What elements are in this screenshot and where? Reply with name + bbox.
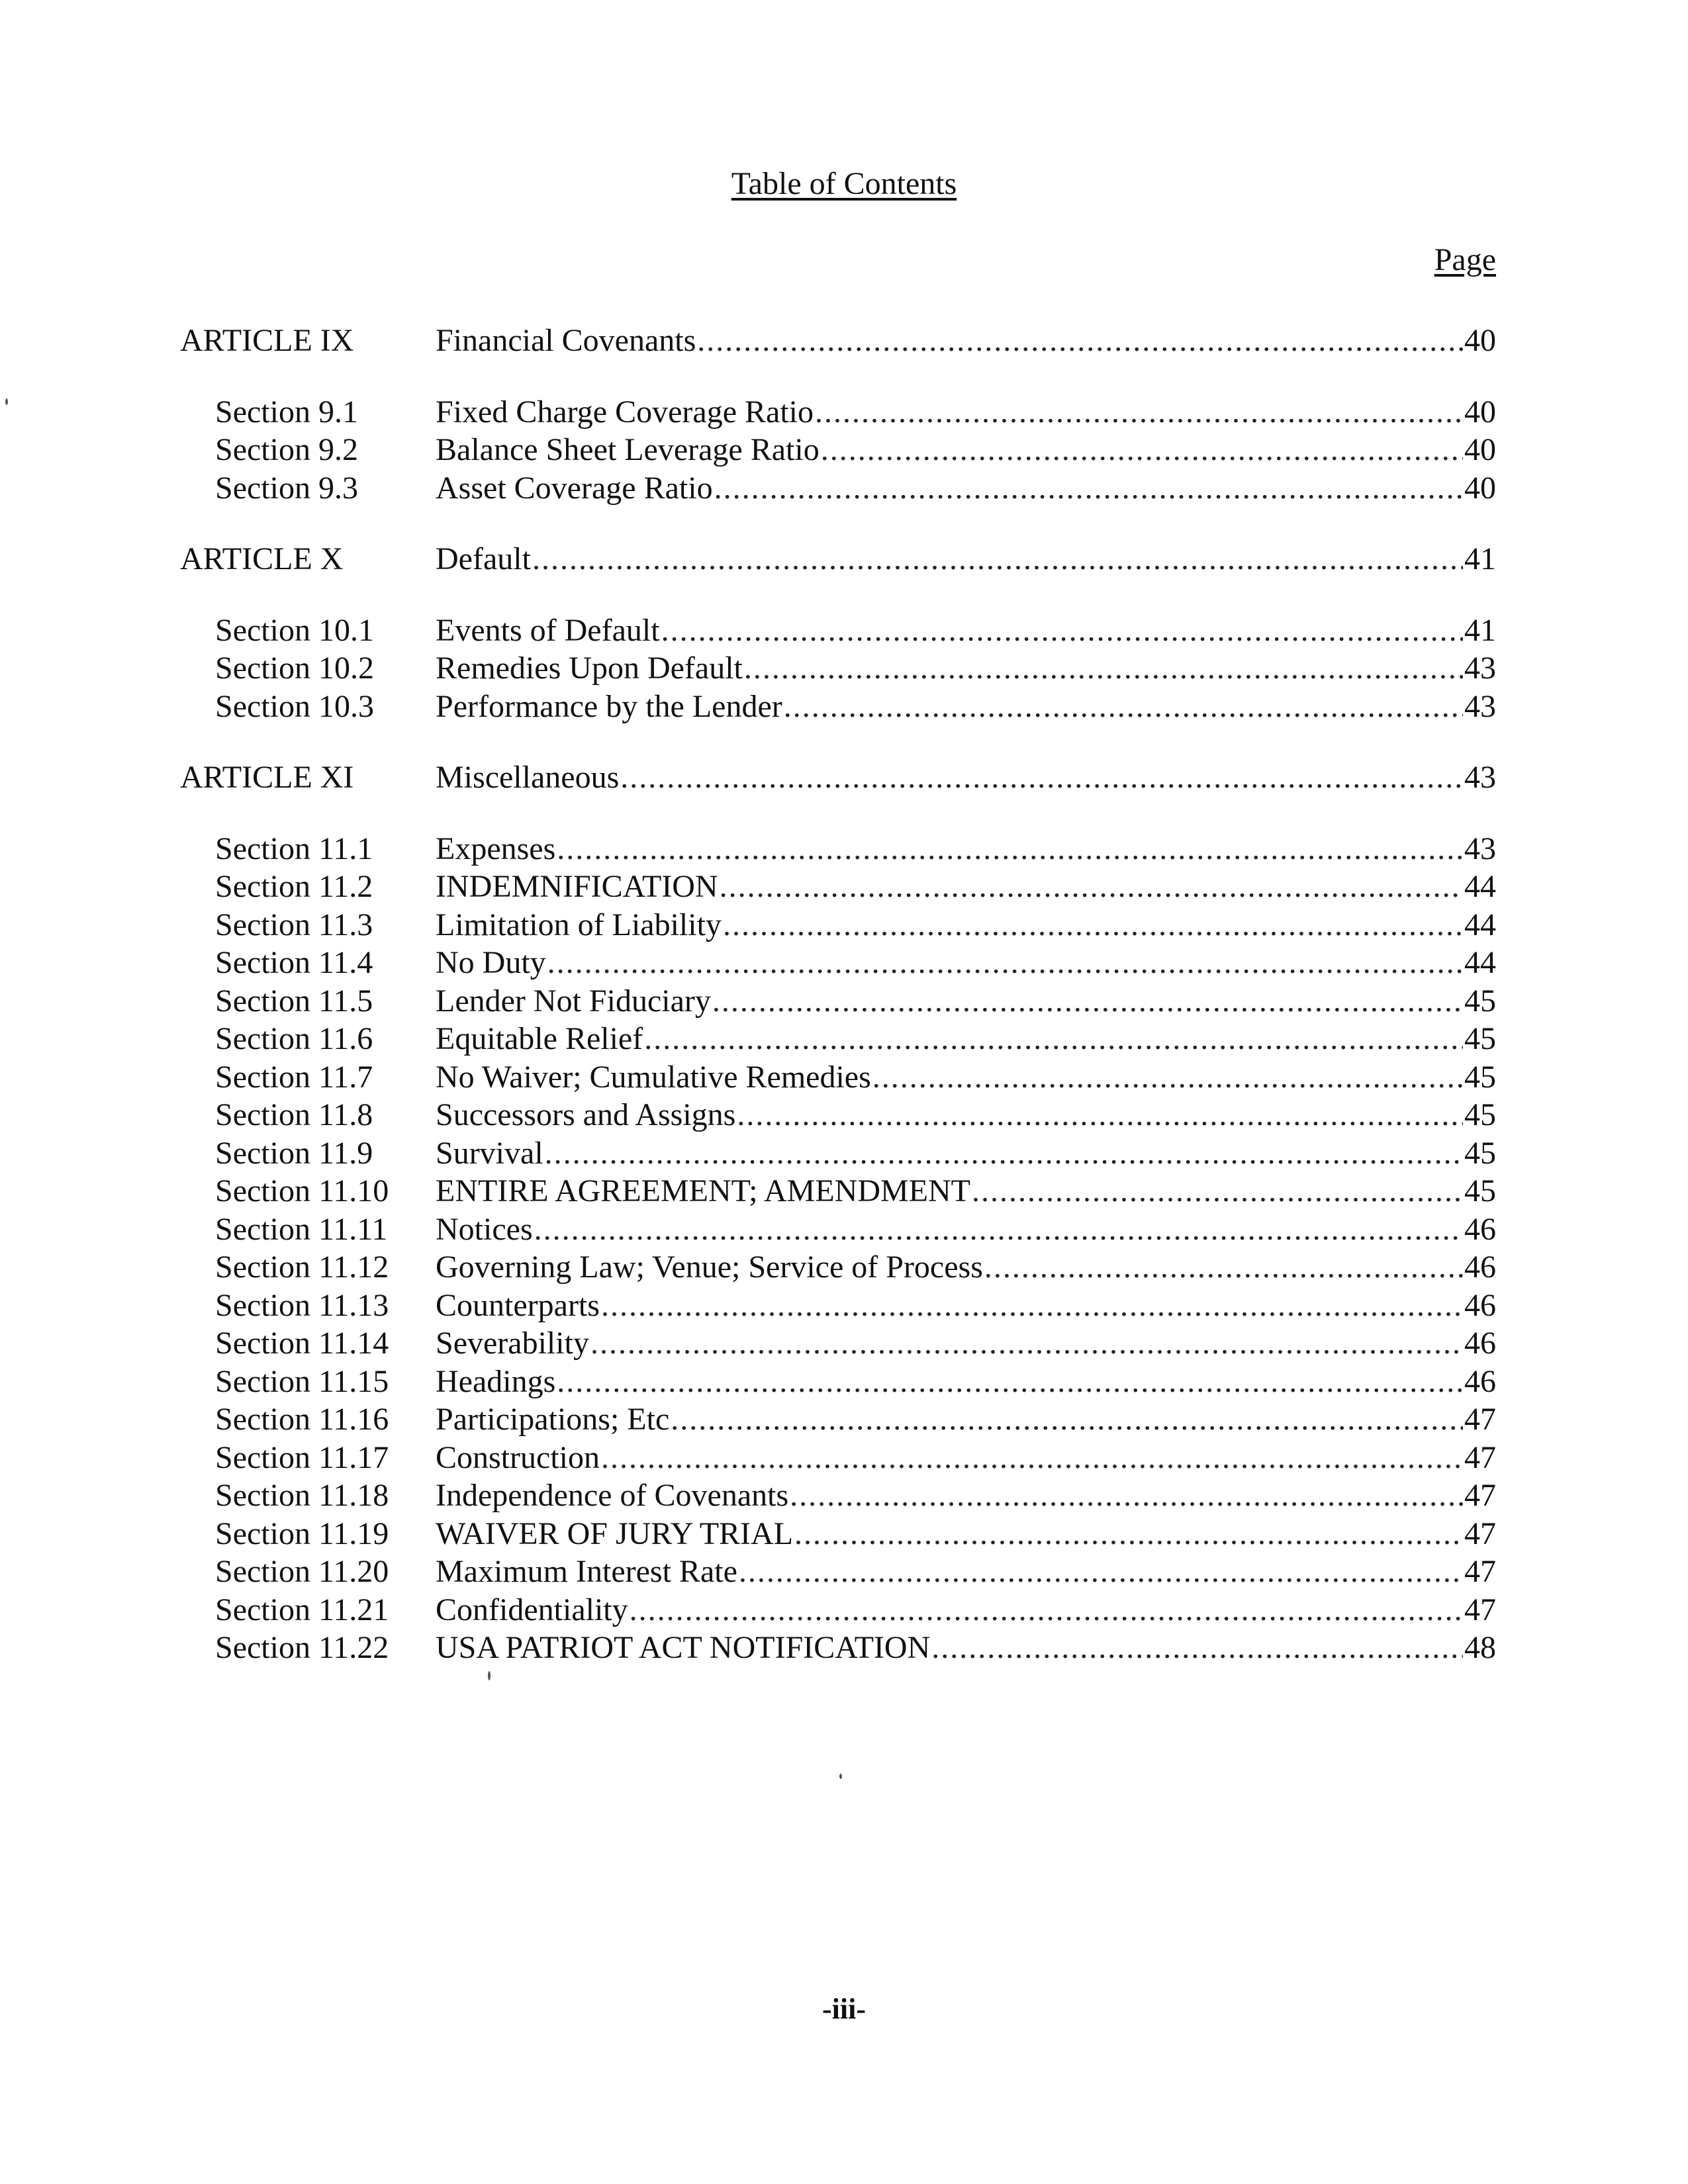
toc-entry-ref: Section 11.13 bbox=[215, 1287, 389, 1323]
toc-entry-ref: ARTICLE X bbox=[180, 541, 344, 576]
toc-entry-page: 47 bbox=[1464, 1516, 1496, 1551]
dot-leader bbox=[661, 612, 1463, 650]
dot-leader bbox=[723, 906, 1463, 944]
toc-entry-title: WAIVER OF JURY TRIAL bbox=[436, 1516, 794, 1551]
dot-leader bbox=[931, 1629, 1463, 1667]
toc-section-row bbox=[0, 649, 1688, 688]
toc-entry-title: Independence of Covenants bbox=[436, 1478, 789, 1513]
toc-entry-title: Remedies Upon Default bbox=[436, 651, 743, 686]
toc-section-row bbox=[0, 1477, 1688, 1515]
dot-leader bbox=[790, 1477, 1463, 1515]
toc-entry-page: 45 bbox=[1464, 1173, 1496, 1208]
toc-entry-title: Notices bbox=[436, 1211, 533, 1247]
toc-entry-title: No Duty bbox=[436, 945, 546, 980]
toc-entry-line bbox=[436, 1591, 1496, 1629]
toc-entry-ref: Section 11.19 bbox=[215, 1516, 389, 1551]
toc-entry-page: 44 bbox=[1464, 869, 1496, 904]
toc-entry-title: Confidentiality bbox=[436, 1592, 628, 1627]
toc-entry-page: 43 bbox=[1464, 831, 1496, 866]
toc-section-row bbox=[0, 868, 1688, 906]
dot-leader bbox=[794, 1515, 1463, 1553]
toc-entry-ref: Section 11.3 bbox=[215, 907, 373, 942]
dot-leader bbox=[720, 868, 1463, 906]
toc-entry-line bbox=[436, 1172, 1496, 1210]
toc-entry-title: Balance Sheet Leverage Ratio bbox=[436, 432, 820, 467]
dot-leader bbox=[557, 1363, 1463, 1401]
toc-section-row bbox=[0, 1134, 1688, 1173]
toc-section-row bbox=[0, 688, 1688, 726]
toc-entry-title: Construction bbox=[436, 1439, 600, 1475]
toc-entry-line bbox=[436, 322, 1496, 360]
toc-entry-line bbox=[436, 1248, 1496, 1287]
toc-entry-line bbox=[436, 612, 1496, 650]
toc-section-row bbox=[0, 1248, 1688, 1287]
toc-entry-line bbox=[436, 1629, 1496, 1667]
toc-entry-ref: Section 11.18 bbox=[215, 1478, 389, 1513]
toc-entry-line bbox=[436, 1020, 1496, 1058]
toc-entry-title: ENTIRE AGREEMENT; AMENDMENT bbox=[436, 1173, 970, 1208]
document-title: Table of Contents bbox=[731, 166, 957, 201]
dot-leader bbox=[630, 1591, 1463, 1629]
toc-section-row bbox=[0, 1553, 1688, 1591]
toc-entry-ref: ARTICLE XI bbox=[180, 760, 354, 795]
toc-entry-title: Maximum Interest Rate bbox=[436, 1554, 737, 1589]
toc-section-row bbox=[0, 982, 1688, 1021]
toc-entry-ref: Section 9.1 bbox=[215, 394, 358, 430]
toc-entry-title: Default bbox=[436, 541, 531, 576]
toc-entry-title: Participations; Etc bbox=[436, 1402, 670, 1437]
toc-entry-ref: Section 11.5 bbox=[215, 983, 373, 1019]
toc-entry-line bbox=[436, 1439, 1496, 1477]
toc-entry-ref: Section 11.10 bbox=[215, 1173, 389, 1208]
toc-entry-line bbox=[436, 758, 1496, 797]
dot-leader bbox=[644, 1020, 1463, 1058]
toc-entry-line bbox=[436, 1515, 1496, 1553]
scan-speck bbox=[488, 1671, 491, 1680]
toc-entry-ref: Section 10.2 bbox=[215, 651, 374, 686]
toc-entry-line bbox=[436, 1058, 1496, 1097]
toc-entry-title: Performance by the Lender bbox=[436, 688, 782, 724]
toc-entry-line bbox=[436, 393, 1496, 432]
toc-entry-line bbox=[436, 982, 1496, 1021]
toc-entry-title: Severability bbox=[436, 1326, 589, 1361]
toc-entry-page: 46 bbox=[1464, 1326, 1496, 1361]
toc-section-row bbox=[0, 612, 1688, 650]
toc-entry-ref: Section 11.14 bbox=[215, 1326, 389, 1361]
toc-entry-page: 44 bbox=[1464, 907, 1496, 942]
toc-article-row bbox=[0, 322, 1688, 360]
toc-entry-title: Counterparts bbox=[436, 1287, 600, 1323]
toc-entry-ref: Section 11.21 bbox=[215, 1592, 389, 1627]
toc-section-row bbox=[0, 1400, 1688, 1439]
dot-leader bbox=[545, 1134, 1463, 1173]
toc-entry-page: 43 bbox=[1464, 688, 1496, 724]
toc-entry-ref: Section 11.6 bbox=[215, 1021, 373, 1056]
toc-entry-page: 41 bbox=[1464, 541, 1496, 576]
scan-speck bbox=[5, 398, 8, 405]
toc-section-row bbox=[0, 1324, 1688, 1363]
toc-entry-ref: Section 11.2 bbox=[215, 869, 373, 904]
toc-entry-page: 45 bbox=[1464, 1135, 1496, 1171]
toc-entry-title: Fixed Charge Coverage Ratio bbox=[436, 394, 814, 430]
toc-entry-page: 47 bbox=[1464, 1592, 1496, 1627]
toc-entry-line bbox=[436, 1477, 1496, 1515]
toc-entry-page: 47 bbox=[1464, 1554, 1496, 1589]
dot-leader bbox=[547, 944, 1463, 982]
dot-leader bbox=[872, 1058, 1463, 1097]
dot-leader bbox=[984, 1248, 1463, 1287]
toc-entry-page: 45 bbox=[1464, 1059, 1496, 1095]
toc-entry-page: 40 bbox=[1464, 323, 1496, 358]
toc-section-row bbox=[0, 1020, 1688, 1058]
toc-entry-page: 40 bbox=[1464, 432, 1496, 467]
toc-entry-page: 43 bbox=[1464, 651, 1496, 686]
toc-entry-page: 40 bbox=[1464, 470, 1496, 506]
toc-article-row bbox=[0, 758, 1688, 797]
toc-entry-title: Equitable Relief bbox=[436, 1021, 643, 1056]
toc-section-row bbox=[0, 1172, 1688, 1210]
toc-section-row bbox=[0, 1629, 1688, 1667]
toc-entry-ref: Section 11.11 bbox=[215, 1211, 388, 1247]
toc-entry-line bbox=[436, 688, 1496, 726]
toc-entry-line bbox=[436, 868, 1496, 906]
toc-article-row bbox=[0, 540, 1688, 578]
toc-entry-page: 45 bbox=[1464, 983, 1496, 1019]
dot-leader bbox=[744, 649, 1463, 688]
toc-entry-ref: Section 11.15 bbox=[215, 1363, 389, 1399]
page-column-header: Page bbox=[1434, 242, 1496, 277]
toc-entry-page: 46 bbox=[1464, 1287, 1496, 1323]
toc-entry-line bbox=[436, 1134, 1496, 1173]
dot-leader bbox=[739, 1553, 1463, 1591]
toc-entry-line bbox=[436, 1210, 1496, 1249]
toc-entry-title: Survival bbox=[436, 1135, 543, 1171]
toc-entry-ref: Section 11.12 bbox=[215, 1250, 389, 1285]
toc-entry-title: Successors and Assigns bbox=[436, 1097, 736, 1132]
toc-entry-line bbox=[436, 1400, 1496, 1439]
toc-entry-title: Governing Law; Venue; Service of Process bbox=[436, 1250, 983, 1285]
toc-entry-line bbox=[436, 1287, 1496, 1325]
toc-entry-ref: Section 10.3 bbox=[215, 688, 374, 724]
toc-entry-ref: Section 11.7 bbox=[215, 1059, 373, 1095]
toc-section-row bbox=[0, 1591, 1688, 1629]
dot-leader bbox=[557, 830, 1463, 868]
dot-leader bbox=[590, 1324, 1463, 1363]
toc-entry-page: 44 bbox=[1464, 945, 1496, 980]
toc-entry-ref: Section 11.4 bbox=[215, 945, 373, 980]
table-of-contents bbox=[0, 322, 1688, 1667]
toc-section-row bbox=[0, 830, 1688, 868]
toc-entry-ref: Section 11.22 bbox=[215, 1630, 389, 1665]
toc-entry-page: 45 bbox=[1464, 1097, 1496, 1132]
toc-section-row bbox=[0, 393, 1688, 432]
dot-leader bbox=[712, 982, 1463, 1021]
toc-entry-title: Expenses bbox=[436, 831, 556, 866]
toc-entry-line bbox=[436, 1363, 1496, 1401]
toc-entry-page: 46 bbox=[1464, 1211, 1496, 1247]
scan-speck bbox=[839, 1774, 842, 1779]
toc-entry-page: 45 bbox=[1464, 1021, 1496, 1056]
toc-entry-ref: Section 11.17 bbox=[215, 1439, 389, 1475]
toc-entry-title: Headings bbox=[436, 1363, 556, 1399]
toc-entry-title: Miscellaneous bbox=[436, 760, 620, 795]
toc-entry-ref: Section 9.2 bbox=[215, 432, 358, 467]
toc-entry-page: 43 bbox=[1464, 760, 1496, 795]
toc-section-row bbox=[0, 469, 1688, 508]
dot-leader bbox=[601, 1439, 1463, 1477]
dot-leader bbox=[821, 431, 1463, 469]
toc-entry-ref: Section 11.9 bbox=[215, 1135, 373, 1171]
toc-entry-ref: Section 11.8 bbox=[215, 1097, 373, 1132]
dot-leader bbox=[815, 393, 1463, 432]
toc-section-row bbox=[0, 1439, 1688, 1477]
dot-leader bbox=[737, 1096, 1463, 1134]
toc-entry-title: Asset Coverage Ratio bbox=[436, 470, 713, 506]
toc-section-row bbox=[0, 1096, 1688, 1134]
toc-entry-line bbox=[436, 1096, 1496, 1134]
toc-entry-ref: Section 9.3 bbox=[215, 470, 358, 506]
toc-section-row bbox=[0, 944, 1688, 982]
toc-entry-page: 46 bbox=[1464, 1363, 1496, 1399]
toc-section-row bbox=[0, 1363, 1688, 1401]
toc-entry-page: 47 bbox=[1464, 1478, 1496, 1513]
toc-entry-page: 48 bbox=[1464, 1630, 1496, 1665]
toc-section-row bbox=[0, 1515, 1688, 1553]
dot-leader bbox=[601, 1287, 1463, 1325]
toc-entry-title: Financial Covenants bbox=[436, 323, 696, 358]
dot-leader bbox=[972, 1172, 1463, 1210]
toc-entry-page: 41 bbox=[1464, 612, 1496, 648]
footer-page-number: -iii- bbox=[822, 1993, 866, 2025]
dot-leader bbox=[697, 322, 1463, 360]
dot-leader bbox=[534, 1210, 1463, 1249]
toc-entry-line bbox=[436, 540, 1496, 578]
toc-entry-page: 47 bbox=[1464, 1439, 1496, 1475]
toc-section-row bbox=[0, 431, 1688, 469]
dot-leader bbox=[671, 1400, 1463, 1439]
toc-entry-line bbox=[436, 1324, 1496, 1363]
dot-leader bbox=[784, 688, 1463, 726]
toc-entry-page: 40 bbox=[1464, 394, 1496, 430]
toc-entry-page: 47 bbox=[1464, 1402, 1496, 1437]
toc-section-row bbox=[0, 1058, 1688, 1097]
toc-section-row bbox=[0, 1210, 1688, 1249]
toc-entry-ref: Section 10.1 bbox=[215, 612, 374, 648]
toc-entry-line bbox=[436, 431, 1496, 469]
toc-entry-title: USA PATRIOT ACT NOTIFICATION bbox=[436, 1630, 931, 1665]
dot-leader bbox=[620, 758, 1463, 797]
toc-entry-line bbox=[436, 469, 1496, 508]
toc-entry-line bbox=[436, 906, 1496, 944]
toc-entry-ref: Section 11.16 bbox=[215, 1402, 389, 1437]
toc-entry-title: Limitation of Liability bbox=[436, 907, 722, 942]
toc-entry-line bbox=[436, 830, 1496, 868]
toc-entry-title: INDEMNIFICATION bbox=[436, 869, 718, 904]
dot-leader bbox=[714, 469, 1463, 508]
toc-entry-line bbox=[436, 649, 1496, 688]
toc-entry-line bbox=[436, 1553, 1496, 1591]
dot-leader bbox=[532, 540, 1463, 578]
toc-entry-ref: Section 11.20 bbox=[215, 1554, 389, 1589]
toc-entry-title: Lender Not Fiduciary bbox=[436, 983, 711, 1019]
toc-entry-title: Events of Default bbox=[436, 612, 660, 648]
toc-entry-ref: ARTICLE IX bbox=[180, 323, 354, 358]
toc-entry-ref: Section 11.1 bbox=[215, 831, 373, 866]
toc-entry-line bbox=[436, 944, 1496, 982]
toc-section-row bbox=[0, 906, 1688, 944]
toc-entry-title: No Waiver; Cumulative Remedies bbox=[436, 1059, 871, 1095]
toc-section-row bbox=[0, 1287, 1688, 1325]
toc-entry-page: 46 bbox=[1464, 1250, 1496, 1285]
